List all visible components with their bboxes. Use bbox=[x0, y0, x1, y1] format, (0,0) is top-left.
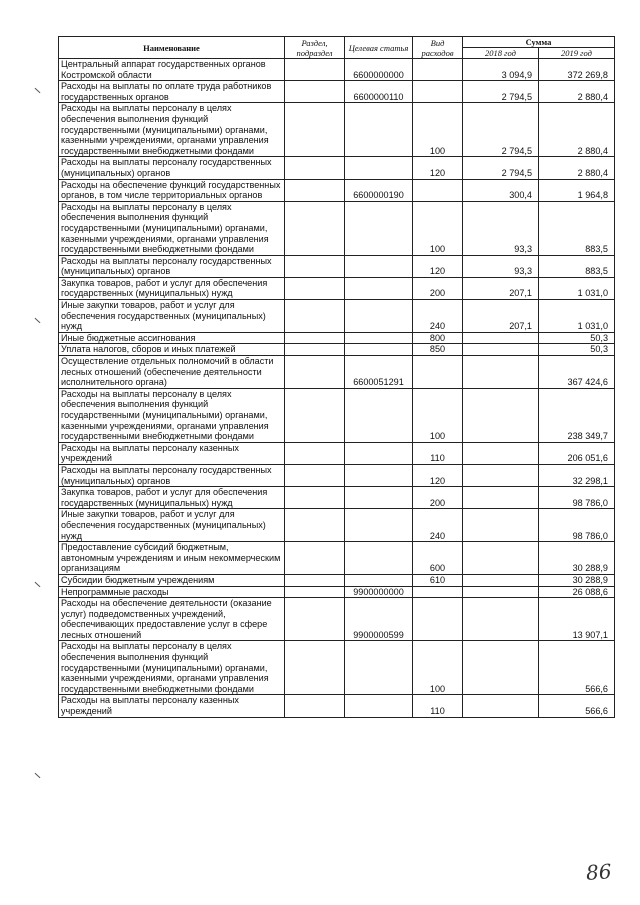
cell-name: Центральный аппарат государственных органов Костромской области bbox=[59, 59, 285, 81]
cell-type bbox=[413, 356, 463, 389]
table-row bbox=[59, 442, 615, 464]
cell-name: Иные закупки товаров, работ и услуг для обеспечения государственных (муниципальных) нужд bbox=[59, 509, 285, 542]
cell-2019: 883,5 bbox=[539, 201, 615, 255]
cell-target: 9900000599 bbox=[345, 598, 413, 641]
cell-2018 bbox=[463, 574, 539, 586]
cell-target bbox=[345, 344, 413, 356]
cell-type bbox=[413, 586, 463, 598]
cell-2019: 2 880,4 bbox=[539, 103, 615, 157]
cell-target bbox=[345, 641, 413, 695]
table-row bbox=[59, 695, 615, 717]
cell-2019: 2 880,4 bbox=[539, 157, 615, 179]
cell-name: Закупка товаров, работ и услуг для обеспечения государственных (муниципальных) нужд bbox=[59, 277, 285, 299]
cell-2019: 50,3 bbox=[539, 344, 615, 356]
table-row bbox=[59, 277, 615, 299]
cell-target bbox=[345, 103, 413, 157]
cell-type: 240 bbox=[413, 300, 463, 333]
margin-tick-mark bbox=[35, 88, 41, 93]
cell-type: 100 bbox=[413, 103, 463, 157]
table-row bbox=[59, 487, 615, 509]
cell-name: Расходы на выплаты персоналу в целях обеспечения выполнения функций государственными (муниципальными) органами, казенными учреждениями, органами управления государственными внебюджетными фондами bbox=[59, 388, 285, 442]
cell-2019: 566,6 bbox=[539, 695, 615, 717]
cell-section bbox=[285, 574, 345, 586]
cell-2018 bbox=[463, 344, 539, 356]
cell-target bbox=[345, 332, 413, 344]
table-row bbox=[59, 81, 615, 103]
cell-2018: 2 794,5 bbox=[463, 103, 539, 157]
cell-target bbox=[345, 464, 413, 486]
cell-name: Расходы на обеспечение функций государственных органов, в том числе территориальных органов bbox=[59, 179, 285, 201]
table-row bbox=[59, 356, 615, 389]
table-row bbox=[59, 464, 615, 486]
header-type: Вид расходов bbox=[413, 37, 463, 59]
cell-name: Уплата налогов, сборов и иных платежей bbox=[59, 344, 285, 356]
cell-name: Расходы на выплаты персоналу казенных учреждений bbox=[59, 442, 285, 464]
cell-section bbox=[285, 179, 345, 201]
cell-target bbox=[345, 487, 413, 509]
cell-name: Закупка товаров, работ и услуг для обеспечения государственных (муниципальных) нужд bbox=[59, 487, 285, 509]
cell-section bbox=[285, 509, 345, 542]
table-row bbox=[59, 574, 615, 586]
table-row bbox=[59, 201, 615, 255]
cell-section bbox=[285, 344, 345, 356]
cell-2019: 30 288,9 bbox=[539, 542, 615, 575]
table-row bbox=[59, 103, 615, 157]
cell-type: 200 bbox=[413, 487, 463, 509]
cell-type: 610 bbox=[413, 574, 463, 586]
cell-section bbox=[285, 586, 345, 598]
cell-section bbox=[285, 598, 345, 641]
cell-2018: 93,3 bbox=[463, 201, 539, 255]
cell-type bbox=[413, 179, 463, 201]
cell-section bbox=[285, 81, 345, 103]
cell-2018 bbox=[463, 586, 539, 598]
cell-2018 bbox=[463, 464, 539, 486]
cell-section bbox=[285, 356, 345, 389]
cell-target bbox=[345, 255, 413, 277]
cell-section bbox=[285, 442, 345, 464]
cell-2019: 1 031,0 bbox=[539, 300, 615, 333]
cell-2019: 1 031,0 bbox=[539, 277, 615, 299]
header-year-2019: 2019 год bbox=[539, 48, 615, 59]
cell-type: 110 bbox=[413, 442, 463, 464]
cell-2019: 30 288,9 bbox=[539, 574, 615, 586]
cell-type: 800 bbox=[413, 332, 463, 344]
cell-target bbox=[345, 300, 413, 333]
cell-type: 200 bbox=[413, 277, 463, 299]
cell-name: Иные закупки товаров, работ и услуг для обеспечения государственных (муниципальных) нужд bbox=[59, 300, 285, 333]
cell-2018 bbox=[463, 598, 539, 641]
header-name: Наименование bbox=[59, 37, 285, 59]
cell-section bbox=[285, 695, 345, 717]
cell-target: 6600000190 bbox=[345, 179, 413, 201]
cell-2018: 207,1 bbox=[463, 300, 539, 333]
cell-2019: 26 088,6 bbox=[539, 586, 615, 598]
cell-type: 100 bbox=[413, 641, 463, 695]
table-row bbox=[59, 344, 615, 356]
cell-type: 100 bbox=[413, 388, 463, 442]
cell-target bbox=[345, 574, 413, 586]
cell-2019: 238 349,7 bbox=[539, 388, 615, 442]
cell-2019: 98 786,0 bbox=[539, 509, 615, 542]
margin-tick-mark bbox=[35, 773, 41, 778]
cell-name: Осуществление отдельных полномочий в области лесных отношений (обеспечение деятельности исполнительного органа) bbox=[59, 356, 285, 389]
cell-section bbox=[285, 464, 345, 486]
cell-name: Субсидии бюджетным учреждениям bbox=[59, 574, 285, 586]
cell-type: 120 bbox=[413, 464, 463, 486]
cell-type bbox=[413, 59, 463, 81]
cell-name: Расходы на обеспечение деятельности (оказание услуг) подведомственных учреждений, обеспечивающих предоставление услуг в сфере лесных отношений bbox=[59, 598, 285, 641]
table-header bbox=[59, 37, 615, 59]
cell-section bbox=[285, 103, 345, 157]
cell-2018: 2 794,5 bbox=[463, 81, 539, 103]
cell-type: 120 bbox=[413, 157, 463, 179]
cell-name: Расходы на выплаты персоналу в целях обеспечения выполнения функций государственными (муниципальными) органами, казенными учреждениями, органами управления государственными внебюджетными фондами bbox=[59, 641, 285, 695]
budget-table bbox=[58, 36, 615, 718]
cell-section bbox=[285, 255, 345, 277]
cell-name: Расходы на выплаты персоналу в целях обеспечения выполнения функций государственными (муниципальными) органами, казенными учреждениями, органами управления государственными внебюджетными фондами bbox=[59, 201, 285, 255]
cell-target: 9900000000 bbox=[345, 586, 413, 598]
table-row bbox=[59, 59, 615, 81]
cell-target: 6600000000 bbox=[345, 59, 413, 81]
table-row bbox=[59, 300, 615, 333]
cell-section bbox=[285, 300, 345, 333]
table-row bbox=[59, 332, 615, 344]
cell-2019: 2 880,4 bbox=[539, 81, 615, 103]
table-row bbox=[59, 586, 615, 598]
table-row bbox=[59, 641, 615, 695]
cell-name: Расходы на выплаты персоналу государственных (муниципальных) органов bbox=[59, 464, 285, 486]
cell-type: 850 bbox=[413, 344, 463, 356]
cell-2018 bbox=[463, 356, 539, 389]
cell-section bbox=[285, 487, 345, 509]
cell-2018 bbox=[463, 388, 539, 442]
margin-tick-mark bbox=[35, 318, 41, 323]
cell-2019: 13 907,1 bbox=[539, 598, 615, 641]
cell-2018: 207,1 bbox=[463, 277, 539, 299]
cell-type: 100 bbox=[413, 201, 463, 255]
cell-type bbox=[413, 598, 463, 641]
cell-type: 240 bbox=[413, 509, 463, 542]
table-row bbox=[59, 598, 615, 641]
cell-2018 bbox=[463, 332, 539, 344]
cell-target bbox=[345, 542, 413, 575]
cell-name: Иные бюджетные ассигнования bbox=[59, 332, 285, 344]
cell-target: 6600000110 bbox=[345, 81, 413, 103]
cell-section bbox=[285, 277, 345, 299]
table-row bbox=[59, 388, 615, 442]
cell-type bbox=[413, 81, 463, 103]
header-section: Раздел, подраздел bbox=[285, 37, 345, 59]
cell-section bbox=[285, 641, 345, 695]
header-sum: Сумма bbox=[463, 37, 615, 48]
cell-target bbox=[345, 201, 413, 255]
cell-name: Непрограммные расходы bbox=[59, 586, 285, 598]
table-row bbox=[59, 157, 615, 179]
cell-section bbox=[285, 201, 345, 255]
cell-2018: 93,3 bbox=[463, 255, 539, 277]
cell-section bbox=[285, 332, 345, 344]
header-target: Целевая статья bbox=[345, 37, 413, 59]
cell-name: Расходы на выплаты по оплате труда работников государственных органов bbox=[59, 81, 285, 103]
cell-2018 bbox=[463, 542, 539, 575]
cell-2019: 50,3 bbox=[539, 332, 615, 344]
cell-2018 bbox=[463, 509, 539, 542]
table-row bbox=[59, 179, 615, 201]
header-year-2018: 2018 год bbox=[463, 48, 539, 59]
cell-type: 110 bbox=[413, 695, 463, 717]
cell-type: 120 bbox=[413, 255, 463, 277]
cell-name: Расходы на выплаты персоналу казенных учреждений bbox=[59, 695, 285, 717]
cell-target bbox=[345, 442, 413, 464]
budget-table-page bbox=[58, 36, 614, 718]
cell-2018 bbox=[463, 641, 539, 695]
cell-section bbox=[285, 542, 345, 575]
table-row bbox=[59, 255, 615, 277]
cell-type: 600 bbox=[413, 542, 463, 575]
cell-2018 bbox=[463, 487, 539, 509]
margin-tick-mark bbox=[35, 582, 41, 587]
cell-2019: 1 964,8 bbox=[539, 179, 615, 201]
cell-2018: 3 094,9 bbox=[463, 59, 539, 81]
cell-2018: 300,4 bbox=[463, 179, 539, 201]
table-row bbox=[59, 509, 615, 542]
cell-2019: 883,5 bbox=[539, 255, 615, 277]
cell-target bbox=[345, 277, 413, 299]
cell-target bbox=[345, 157, 413, 179]
cell-target bbox=[345, 695, 413, 717]
cell-2019: 566,6 bbox=[539, 641, 615, 695]
cell-2018 bbox=[463, 695, 539, 717]
cell-2019: 206 051,6 bbox=[539, 442, 615, 464]
cell-section bbox=[285, 59, 345, 81]
page-number: 86 bbox=[585, 859, 613, 885]
cell-section bbox=[285, 157, 345, 179]
cell-2019: 367 424,6 bbox=[539, 356, 615, 389]
cell-section bbox=[285, 388, 345, 442]
cell-name: Расходы на выплаты персоналу в целях обеспечения выполнения функций государственными (муниципальными) органами, казенными учреждениями, органами управления государственными внебюджетными фондами bbox=[59, 103, 285, 157]
cell-2019: 372 269,8 bbox=[539, 59, 615, 81]
cell-target bbox=[345, 509, 413, 542]
cell-name: Предоставление субсидий бюджетным, автономным учреждениям и иным некоммерческим организациям bbox=[59, 542, 285, 575]
cell-2019: 32 298,1 bbox=[539, 464, 615, 486]
cell-2019: 98 786,0 bbox=[539, 487, 615, 509]
cell-2018 bbox=[463, 442, 539, 464]
cell-name: Расходы на выплаты персоналу государственных (муниципальных) органов bbox=[59, 255, 285, 277]
cell-target bbox=[345, 388, 413, 442]
cell-name: Расходы на выплаты персоналу государственных (муниципальных) органов bbox=[59, 157, 285, 179]
table-row bbox=[59, 542, 615, 575]
cell-target: 6600051291 bbox=[345, 356, 413, 389]
cell-2018: 2 794,5 bbox=[463, 157, 539, 179]
table-body bbox=[59, 59, 615, 718]
